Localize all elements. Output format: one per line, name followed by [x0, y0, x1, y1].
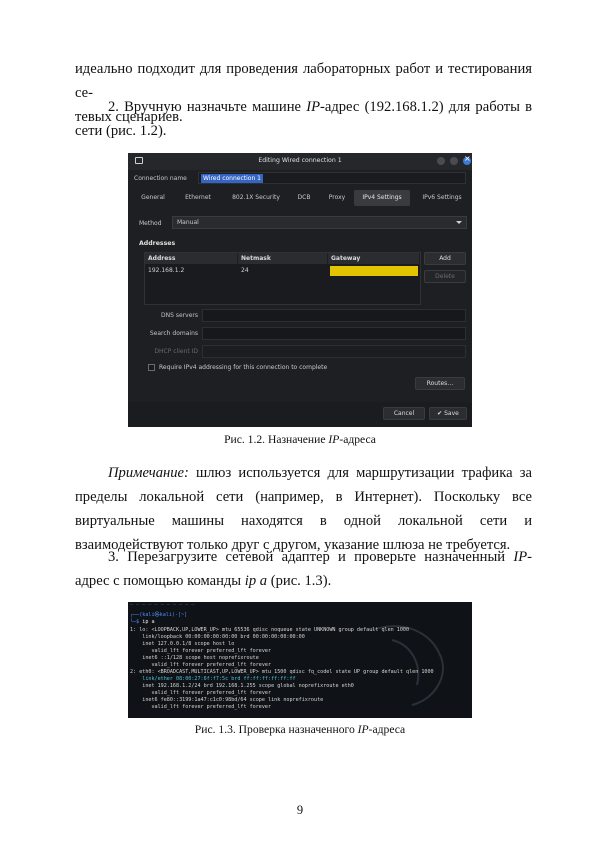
dhcp-client-id-label: DHCP client ID — [154, 348, 198, 355]
terminal-output-line: inet6 fe80::3199:1a47:c1c0:98bd/64 scope link noprefixroute — [130, 697, 324, 703]
terminal-command-line: └─$ ip a — [130, 619, 155, 625]
settings-tabs — [128, 190, 472, 206]
step-2-ip: IP — [306, 99, 320, 115]
connection-name-value: Wired connection 1 — [203, 175, 261, 182]
dialog-titlebar — [128, 153, 472, 170]
save-button[interactable] — [429, 407, 467, 420]
step-3-command: ip a — [244, 573, 268, 589]
step-3-ip: IP — [513, 549, 528, 565]
terminal-output-line: valid_lft forever preferred_lft forever — [130, 704, 272, 710]
column-address[interactable]: Address — [145, 253, 238, 264]
paragraph-step-3 — [75, 545, 532, 593]
method-select[interactable] — [172, 216, 467, 229]
search-domains-label: Search domains — [149, 330, 198, 337]
caption-1-3-end: -адреса — [368, 723, 406, 736]
column-gateway[interactable]: Gateway — [328, 253, 420, 264]
chevron-down-icon — [456, 221, 462, 224]
routes-button[interactable]: Routes… — [415, 377, 465, 390]
terminal-output-line: inet6 ::1/128 scope host noprefixroute — [130, 655, 259, 661]
add-button[interactable]: Add — [424, 252, 466, 265]
terminal-output-line: valid_lft forever preferred_lft forever — [130, 690, 272, 696]
step-2-text-end: -адрес (192.168.1.2) для работы в сети (рис. 1.2). — [75, 99, 532, 139]
column-netmask[interactable]: Netmask — [238, 253, 328, 264]
terminal-output-line: link/ether 08:00:27:6f:f7:5c brd ff:ff:ff:ff:ff:ff — [130, 676, 296, 682]
addresses-heading: Addresses — [139, 240, 176, 247]
paragraph-intro-line-1: идеально подходит для проведения лабораторных работ и тестирования се- — [75, 61, 532, 101]
page-number: 9 — [296, 803, 304, 817]
terminal-output-line: inet 127.0.0.1/8 scope host lo — [130, 641, 235, 647]
terminal-output-line: 2: eth0: <BROADCAST,MULTICAST,UP,LOWER_UP> mtu 1500 qdisc fq_codel state UP group default qlen 1000 — [130, 669, 434, 675]
connection-name-label: Connection name — [134, 175, 187, 182]
caption-1-2-text: Рис. 1.2. Назначение — [224, 433, 329, 446]
terminal-output-line: 1: lo: <LOOPBACK,UP,LOWER_UP> mtu 65536 qdisc noqueue state UNKNOWN group default qlen 1000 — [130, 627, 410, 633]
paragraph-intro-line-2: тевых сценариев. — [75, 109, 183, 125]
dns-servers-label: DNS servers — [161, 312, 198, 319]
terminal-output-line-ip: inet 192.168.1.2/24 brd 192.168.1.255 scope global noprefixroute eth0 — [130, 683, 354, 689]
step-3-text-end: (рис. 1.3). — [267, 573, 332, 589]
method-label: Method — [139, 220, 162, 227]
terminal-prompt-line: ┌──(kali㉿kali)-[~] — [130, 612, 188, 618]
terminal-output-line: valid_lft forever preferred_lft forever — [130, 648, 272, 654]
caption-1-2-end: -адреса — [339, 433, 376, 446]
cell-address[interactable]: 192.168.1.2 — [148, 267, 185, 274]
terminal-output-line: valid_lft forever preferred_lft forever — [130, 662, 272, 668]
require-ipv4-checkbox[interactable] — [148, 364, 155, 371]
paragraph-note — [75, 461, 532, 557]
tab-ipv6-settings[interactable]: IPv6 Settings — [422, 194, 462, 201]
caption-1-3-text: Рис. 1.3. Проверка назначенного — [194, 723, 358, 736]
network-dialog-screenshot — [128, 153, 472, 427]
require-ipv4-label: Require IPv4 addressing for this connection to complete — [159, 364, 328, 371]
step-3-text: 3. Перезагрузите сетевой адаптер и проверьте назначенный — [108, 549, 514, 565]
step-2-text: 2. Вручную назначьте машине — [108, 99, 307, 115]
terminal-screenshot — [128, 602, 472, 718]
cell-netmask[interactable]: 24 — [241, 267, 249, 274]
close-icon[interactable] — [463, 157, 471, 165]
search-domains-input[interactable] — [202, 327, 466, 340]
prompt-command: ip a — [142, 619, 155, 625]
method-value: Manual — [177, 219, 199, 226]
addresses-table — [144, 252, 421, 305]
dhcp-client-id-input[interactable] — [202, 345, 466, 358]
caption-1-3-ip: IP — [357, 723, 369, 736]
terminal-scrolled-line: ─ ─ ─ ─ ─ ─ ─ ─ ─ ─ ─ — [130, 602, 195, 608]
note-label: Примечание: — [108, 465, 189, 481]
caption-1-2-ip: IP — [328, 433, 340, 446]
note-text: шлюз используется для маршрутизации трафика за пределы локальной сети (например, в Интернет). Поскольку все виртуальные машины находятся в одной локальной сети и взаимодействуют только друг с другом, указание шлюза не требуется. — [75, 465, 532, 553]
tab-proxy[interactable]: Proxy — [328, 194, 346, 201]
paragraph-step-2 — [75, 95, 532, 143]
dialog-title: Editing Wired connection 1 — [258, 157, 342, 164]
kali-dragon-watermark-icon — [362, 610, 452, 710]
connection-name-input[interactable] — [198, 172, 466, 184]
figure-1-3-caption — [0, 723, 600, 736]
cancel-button[interactable]: Cancel — [383, 407, 425, 420]
delete-button[interactable]: Delete — [424, 270, 466, 283]
dialog-footer — [128, 402, 472, 427]
cell-gateway[interactable] — [330, 266, 418, 276]
save-button-label: Save — [444, 410, 459, 417]
terminal-output-line: link/loopback 00:00:00:00:00:00 brd 00:00:00:00:00:00 — [130, 634, 305, 640]
step-3-text-mid: -адрес с помощью команды — [75, 549, 532, 589]
dns-servers-input[interactable] — [202, 309, 466, 322]
tab-ethernet[interactable]: Ethernet — [185, 194, 211, 201]
prompt-user: (kali㉿kali)-[~] — [139, 612, 188, 618]
tab-general[interactable]: General — [141, 194, 165, 201]
maximize-icon[interactable] — [450, 157, 458, 165]
check-icon: ✔ — [437, 410, 445, 417]
tab-8021x-security[interactable]: 802.1X Security — [232, 194, 280, 201]
figure-1-2-caption — [0, 433, 600, 446]
tab-dcb[interactable]: DCB — [297, 194, 311, 201]
tab-ipv4-settings[interactable]: IPv4 Settings — [354, 190, 410, 206]
minimize-icon[interactable] — [437, 157, 445, 165]
